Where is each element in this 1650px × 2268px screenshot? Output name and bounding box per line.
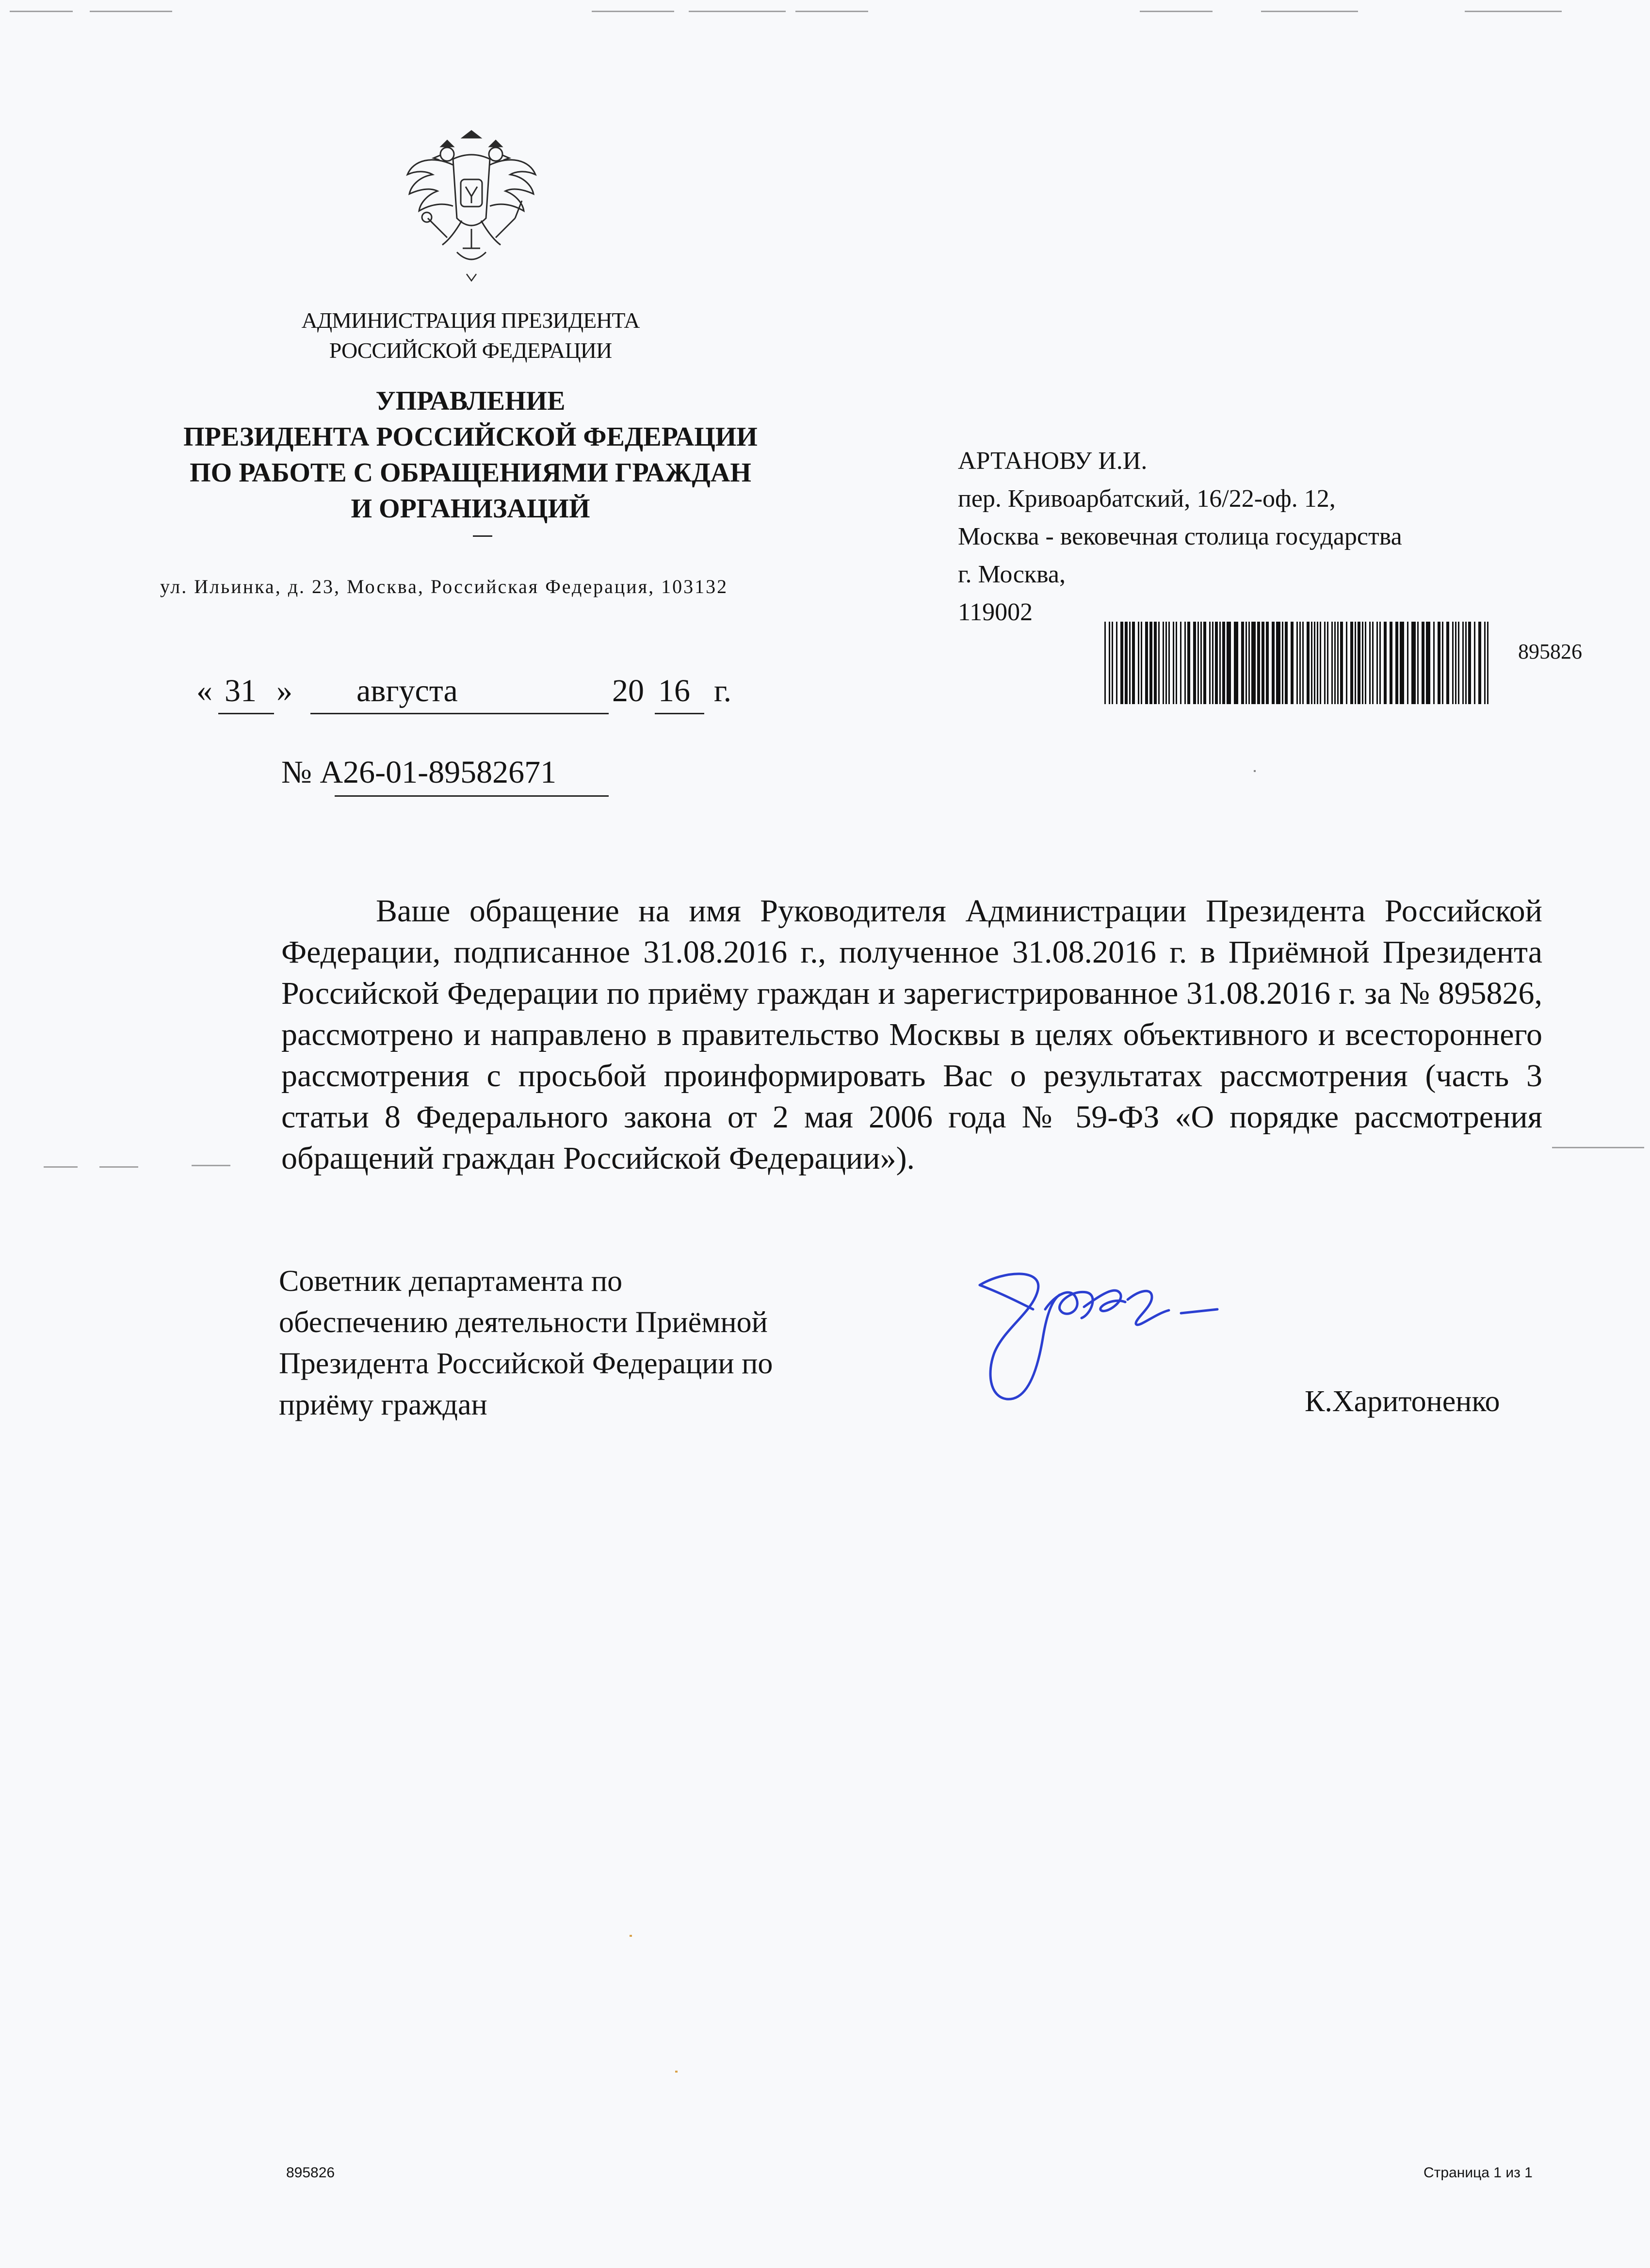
barcode-bar (1320, 622, 1321, 704)
barcode-bar (1455, 622, 1456, 704)
signer-title-line2: обеспечению деятельности Приёмной (279, 1306, 768, 1339)
barcode-bar (1411, 622, 1416, 704)
date-year-underline (655, 713, 704, 714)
barcode-bar (1317, 622, 1318, 704)
barcode-bar (1369, 622, 1371, 704)
barcode (1103, 622, 1491, 704)
barcode-bar (1458, 622, 1459, 704)
barcode-bar (1200, 622, 1202, 704)
barcode-bar (1478, 622, 1481, 704)
reference-number-row (281, 751, 556, 794)
date-day-underline (218, 713, 274, 714)
barcode-bar (1346, 622, 1347, 704)
scan-artifact-line (192, 1165, 230, 1166)
date-year-unit: г. (714, 673, 732, 708)
barcode-bar (1248, 622, 1250, 704)
barcode-bar (1350, 622, 1353, 704)
barcode-bar (1395, 622, 1398, 704)
letter-body (281, 890, 1542, 1179)
barcode-bar (1302, 622, 1304, 704)
barcode-bar (1484, 622, 1486, 704)
date-day: 31 (225, 673, 257, 708)
body-paragraph: Ваше обращение на имя Руководителя Администрации Президента Российской Федерации, подписанное 31.08.2016 г., полученное 31.08.2016 г. в Приёмной Президента Российской Федерации по приёму граждан и зарегистрированное 31.08.2016 г. за № 895826, рассмотрено и направлено в правительство Москвы в целях объективного и всестороннего рассмотрения с просьбой проинформировать Вас о результатах рассмотрения (часть 3 статьи 8 Федерального закона от 2 мая 2006 года № 59-ФЗ «О порядке рассмотрения обращений граждан Российской Федерации»). (281, 893, 1542, 1176)
recipient-name: АРТАНОВУ И.И. (958, 447, 1148, 475)
scan-artifact-line (90, 11, 172, 12)
barcode-bar (1331, 622, 1333, 704)
barcode-bar (1168, 622, 1170, 704)
barcode-bar (1132, 622, 1135, 704)
department-name-line2: ПРЕЗИДЕНТА РОССИЙСКОЙ ФЕДЕРАЦИИ (183, 422, 758, 452)
barcode-bar (1372, 622, 1374, 704)
recipient-block (958, 442, 1588, 631)
barcode-bar (1311, 622, 1312, 704)
barcode-bar (1327, 622, 1328, 704)
scan-artifact-line (1552, 1147, 1644, 1148)
barcode-bar (1197, 622, 1199, 704)
barcode-bar (1209, 622, 1211, 704)
barcode-bar (1257, 622, 1260, 704)
barcode-bar (1187, 622, 1190, 704)
signer-title-line3: Президента Российской Федерации по (279, 1347, 773, 1380)
barcode-bar (1390, 622, 1392, 704)
barcode-bar (1426, 622, 1430, 704)
barcode-bar (1474, 622, 1475, 704)
reference-underline (335, 795, 609, 797)
scan-artifact-line (99, 1166, 138, 1168)
scan-speck (675, 2071, 678, 2073)
recipient-street: пер. Кривоарбатский, 16/22-оф. 12, (958, 485, 1336, 513)
date-open-quote: « (196, 673, 212, 708)
barcode-bar (1442, 622, 1443, 704)
barcode-bar (1355, 622, 1356, 704)
barcode-bar (1158, 622, 1160, 704)
barcode-bar (1433, 622, 1435, 704)
scan-artifact-line (689, 11, 786, 12)
barcode-bar (1165, 622, 1167, 704)
date-year-prefix: 20 (612, 673, 644, 708)
barcode-bar (1116, 622, 1117, 704)
department-name-line3: ПО РАБОТЕ С ОБРАЩЕНИЯМИ ГРАЖДАН (190, 458, 751, 488)
date-year-suffix: 16 (658, 673, 690, 708)
scan-artifact-line (1465, 11, 1562, 12)
barcode-bar (1109, 622, 1110, 704)
barcode-bar (1241, 622, 1244, 704)
barcode-bar (1138, 622, 1139, 704)
barcode-bar (1400, 622, 1404, 704)
barcode-bar (1465, 622, 1467, 704)
barcode-bar (1180, 622, 1181, 704)
barcode-bar (1291, 622, 1294, 704)
barcode-bar (1246, 622, 1247, 704)
barcode-bar (1149, 622, 1152, 704)
barcode-bar (1384, 622, 1387, 704)
administration-name-line1: АДМИНИСТРАЦИЯ ПРЕЗИДЕНТА (301, 308, 640, 333)
department-name-line4: И ОРГАНИЗАЦИЙ (351, 494, 590, 524)
barcode-bar (1227, 622, 1231, 704)
recipient-postcode: 119002 (958, 598, 1033, 626)
barcode-bar (1337, 622, 1339, 704)
barcode-bar (1112, 622, 1113, 704)
coat-of-arms-emblem (399, 121, 544, 286)
barcode-bar (1184, 622, 1186, 704)
barcode-bar (1462, 622, 1464, 704)
barcode-bar (1340, 622, 1343, 704)
footer-doc-id: 895826 (286, 2165, 335, 2181)
scan-artifact-line (592, 11, 674, 12)
barcode-bar (1324, 622, 1326, 704)
barcode-bar (1307, 622, 1310, 704)
barcode-bar (1487, 622, 1488, 704)
barcode-bar (1314, 622, 1315, 704)
signer-name: К.Харитоненко (1305, 1385, 1500, 1418)
barcode-bar (1266, 622, 1269, 704)
reference-number: А26-01-89582671 (320, 755, 557, 790)
barcode-bar (1379, 622, 1381, 704)
date-month-underline (310, 713, 609, 714)
barcode-number: 895826 (1518, 640, 1582, 663)
handwritten-signature (960, 1256, 1232, 1421)
header-divider (473, 535, 492, 537)
barcode-bar (1365, 622, 1366, 704)
scan-artifact-line (1261, 11, 1358, 12)
scan-artifact-line (44, 1166, 78, 1168)
barcode-bar (1468, 622, 1471, 704)
department-name-line1: УПРАВЛЕНИЕ (375, 386, 566, 416)
scan-artifact-line (795, 11, 868, 12)
signer-title-line1: Советник департамента по (279, 1265, 623, 1298)
barcode-bar (1203, 622, 1206, 704)
barcode-bar (1173, 622, 1174, 704)
date-close-quote: » (276, 673, 292, 708)
barcode-bar (1141, 622, 1142, 704)
barcode-bar (1272, 622, 1275, 704)
barcode-bar (1452, 622, 1454, 704)
barcode-bar (1334, 622, 1336, 704)
barcode-bar (1120, 622, 1123, 704)
barcode-bar (1193, 622, 1196, 704)
barcode-bar (1276, 622, 1280, 704)
barcode-bar (1154, 622, 1157, 704)
barcode-bar (1212, 622, 1213, 704)
recipient-city: г. Москва, (958, 561, 1066, 588)
scan-artifact-line (1140, 11, 1213, 12)
signer-title (279, 1261, 909, 1426)
barcode-bar (1145, 622, 1148, 704)
barcode-bar (1438, 622, 1440, 704)
barcode-bar (1262, 622, 1264, 704)
barcode-bar (1251, 622, 1256, 704)
barcode-bar (1376, 622, 1378, 704)
administration-name-line2: РОССИЙСКОЙ ФЕДЕРАЦИИ (329, 338, 612, 363)
date-month: августа (356, 673, 458, 708)
barcode-bar (1129, 622, 1131, 704)
barcode-bar (1222, 622, 1225, 704)
barcode-bar (1358, 622, 1360, 704)
barcode-bar (1285, 622, 1288, 704)
signer-title-line4: приёму граждан (279, 1388, 487, 1421)
barcode-bar (1176, 622, 1177, 704)
barcode-bar (1163, 622, 1164, 704)
barcode-bar (1234, 622, 1238, 704)
barcode-bar (1282, 622, 1283, 704)
barcode-bar (1299, 622, 1301, 704)
recipient-city-line: Москва - вековечная столица государства (958, 523, 1402, 550)
barcode-bar (1296, 622, 1298, 704)
scan-speck (1254, 770, 1256, 772)
barcode-bar (1104, 622, 1106, 704)
barcode-bar (1407, 622, 1408, 704)
barcode-bar (1417, 622, 1419, 704)
scan-speck (630, 1935, 632, 1937)
barcode-bar (1125, 622, 1128, 704)
reference-label: № (281, 755, 312, 790)
barcode-bar (1422, 622, 1424, 704)
sender-address: ул. Ильинка, д. 23, Москва, Российская Федерация, 103132 (160, 576, 728, 597)
footer-page-number: Страница 1 из 1 (1424, 2165, 1533, 2181)
barcode-bar (1446, 622, 1449, 704)
barcode-bar (1215, 622, 1218, 704)
scan-artifact-line (10, 11, 73, 12)
barcode-bar (1362, 622, 1363, 704)
barcode-bar (1219, 622, 1221, 704)
